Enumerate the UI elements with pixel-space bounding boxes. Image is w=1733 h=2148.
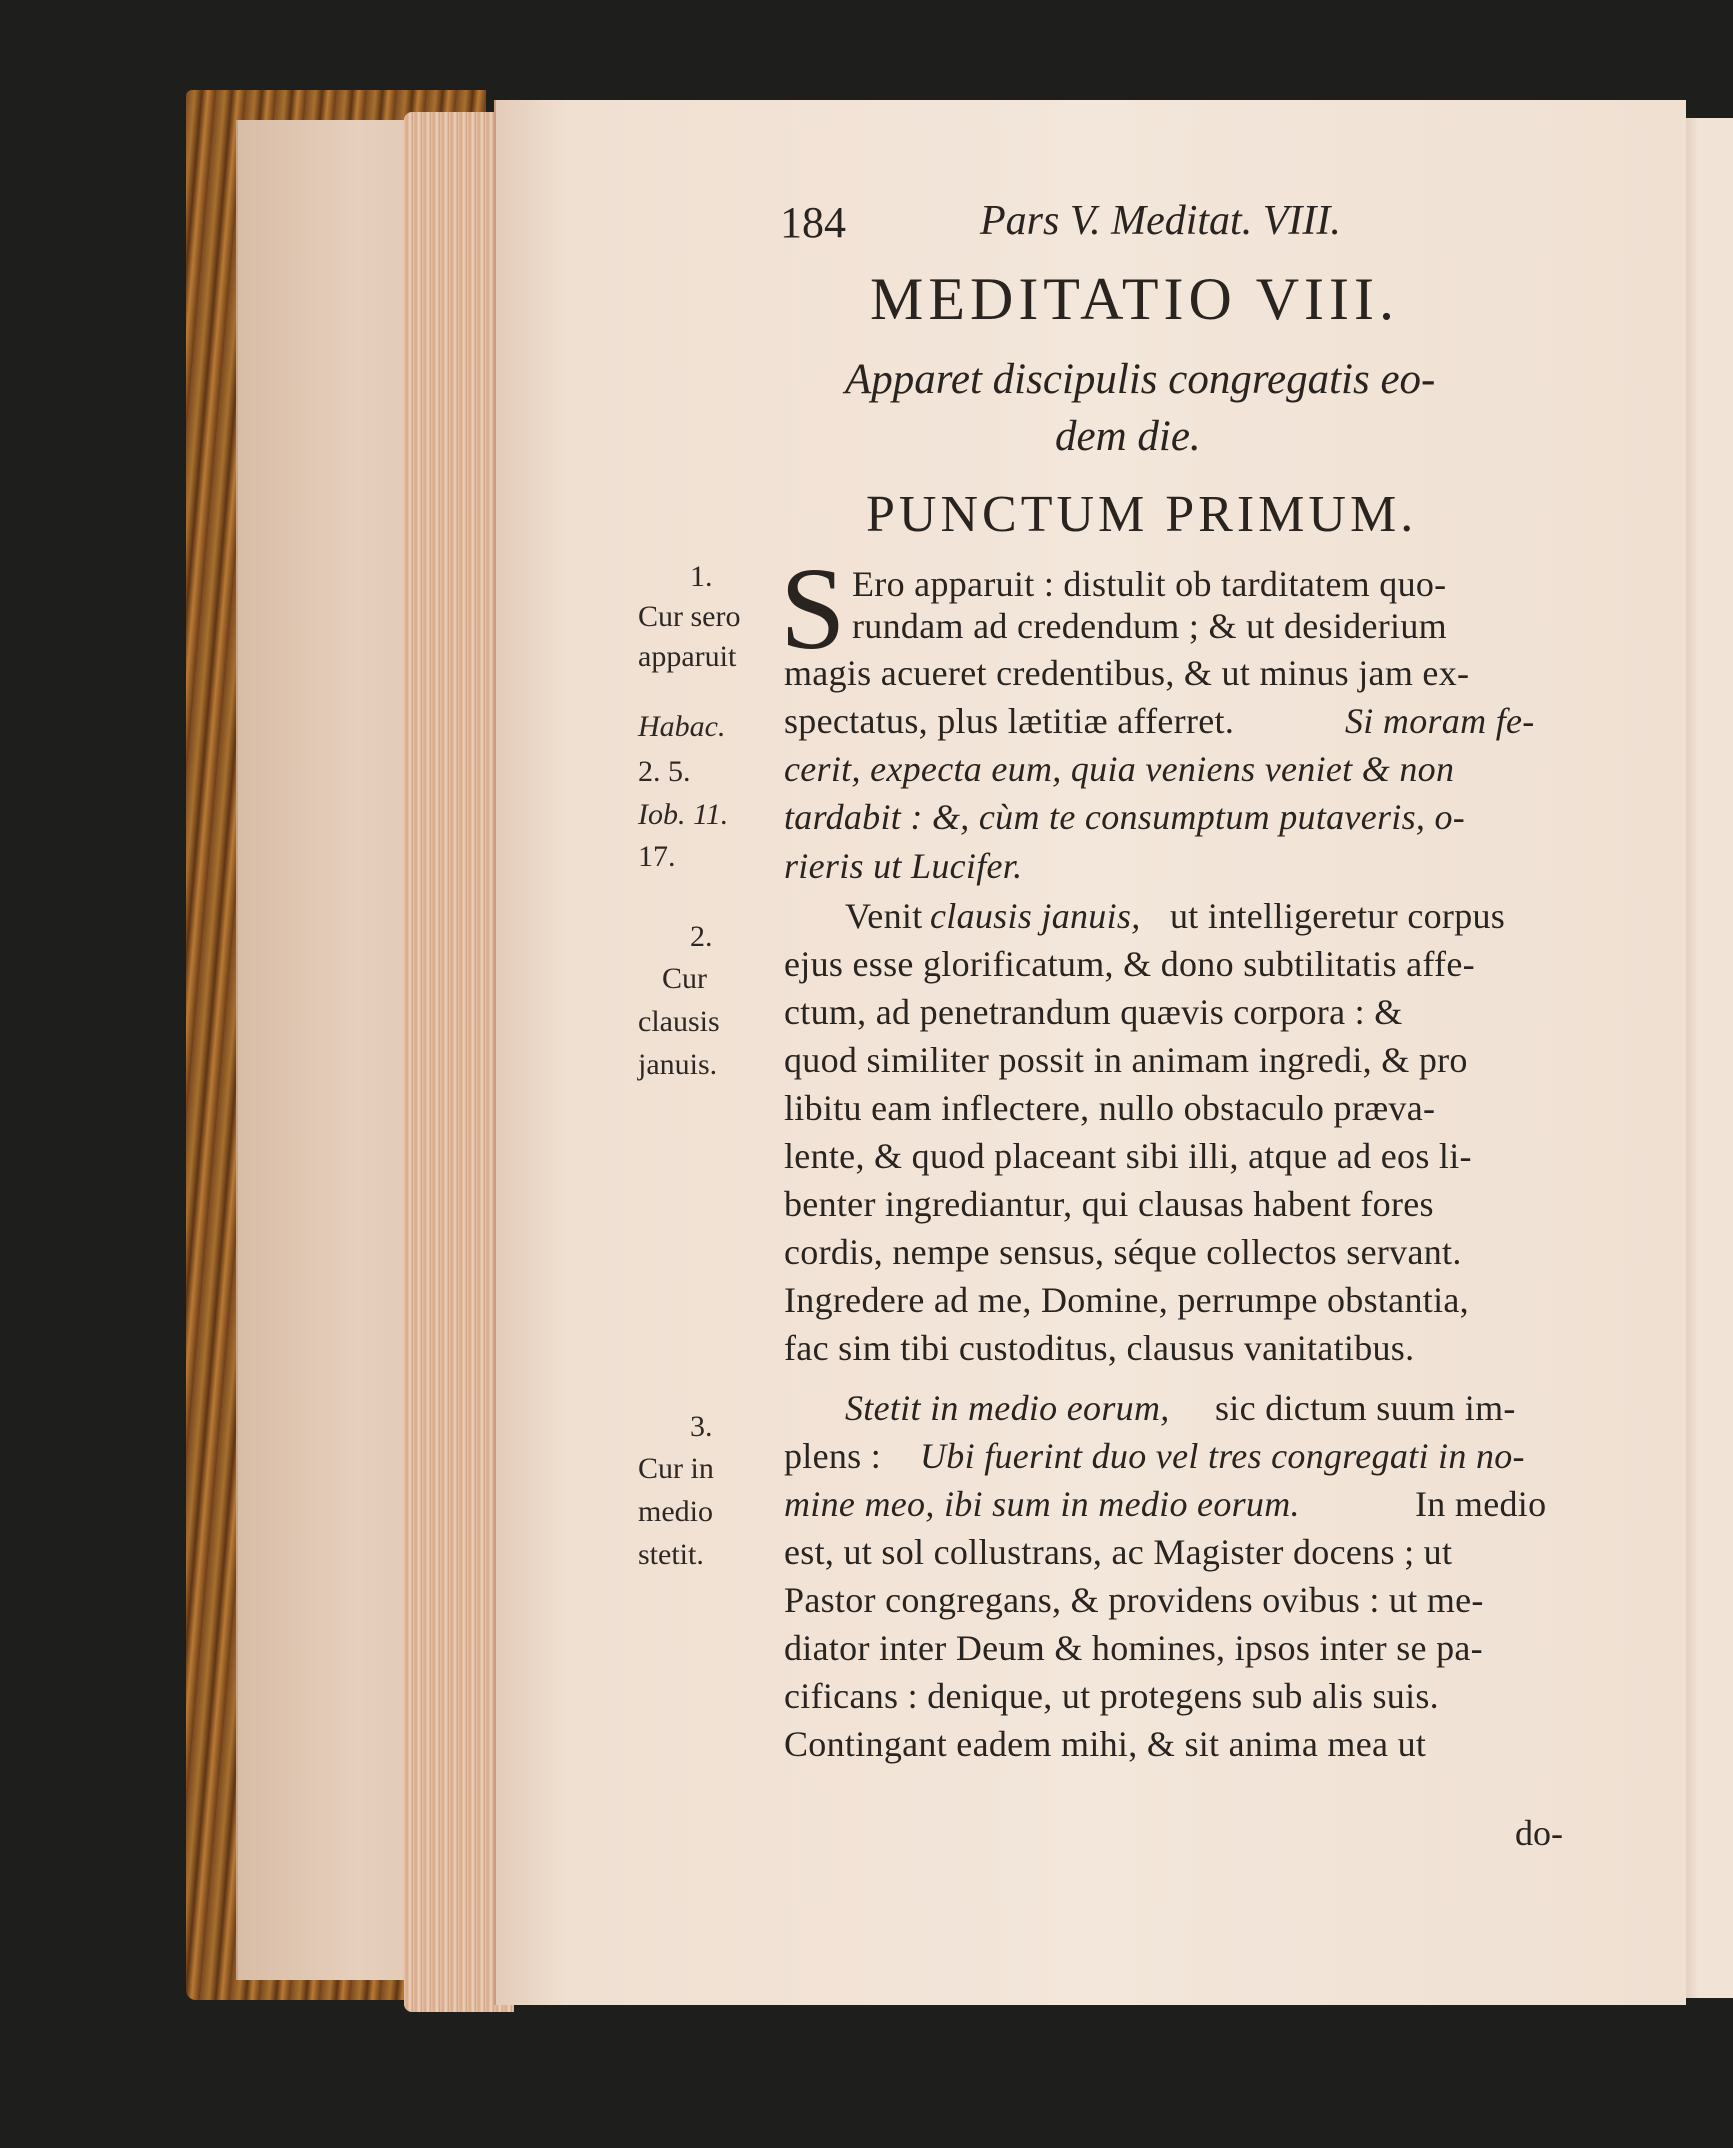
body-line: spectatus, plus lætitiæ afferret.	[784, 701, 1235, 741]
body-line: cordis, nempe sensus, séque collectos servant.	[784, 1232, 1462, 1272]
body-line: cificans : denique, ut protegens sub alis suis.	[784, 1676, 1439, 1716]
body-line: clausis januis,	[930, 896, 1141, 936]
margin-note: januis.	[638, 1048, 718, 1081]
body-line: Pastor congregans, & providens ovibus : ut me-	[784, 1580, 1484, 1620]
subtitle-line: Apparet discipulis congregatis eo-	[845, 356, 1436, 403]
body-line: ctum, ad penetrandum quævis corpora : &	[784, 992, 1403, 1032]
subtitle-line: dem die.	[1055, 413, 1201, 460]
catchword: do-	[1515, 1813, 1563, 1853]
margin-note: 1.	[690, 560, 713, 593]
drop-cap: S	[780, 543, 846, 674]
margin-note: 2. 5.	[638, 755, 691, 788]
margin-note: Cur sero	[638, 600, 741, 633]
running-head: Pars V. Meditat. VIII.	[980, 198, 1341, 244]
body-line: Contingant eadem mihi, & sit anima mea ut	[784, 1724, 1427, 1764]
margin-note: Cur	[662, 962, 707, 995]
body-line: mine meo, ibi sum in medio eorum.	[784, 1484, 1300, 1524]
body-line: Ingredere ad me, Domine, perrumpe obstantia,	[784, 1280, 1469, 1320]
body-line: tardabit : &, cùm te consumptum putaveris, o-	[784, 797, 1466, 837]
body-line: lente, & quod placeant sibi illi, atque ad eos li-	[784, 1136, 1472, 1176]
margin-note: stetit.	[638, 1538, 704, 1571]
margin-note: clausis	[638, 1005, 720, 1038]
margin-note: 17.	[638, 840, 676, 873]
page-number: 184	[780, 198, 846, 247]
body-line: libitu eam inflectere, nullo obstaculo præva-	[784, 1088, 1436, 1128]
body-line: fac sim tibi custoditus, clausus vanitatibus.	[784, 1328, 1415, 1368]
body-line: ut intelligeretur corpus	[1170, 896, 1506, 936]
margin-note: 3.	[690, 1410, 713, 1443]
body-line: In medio	[1415, 1484, 1547, 1524]
margin-note: 2.	[690, 920, 713, 953]
body-line: est, ut sol collustrans, ac Magister docens ; ut	[784, 1532, 1453, 1572]
body-line: Si moram fe-	[1345, 701, 1535, 741]
meditation-title: MEDITATIO VIII.	[870, 266, 1399, 332]
margin-note: Iob. 11.	[638, 798, 729, 831]
section-heading: PUNCTUM PRIMUM.	[866, 486, 1418, 543]
body-line: Stetit in medio eorum,	[845, 1388, 1170, 1428]
body-line: cerit, expecta eum, quia veniens veniet & non	[784, 749, 1455, 789]
body-line: Ubi fuerint duo vel tres congregati in no-	[920, 1436, 1525, 1476]
body-line: diator inter Deum & homines, ipsos inter se pa-	[784, 1628, 1483, 1668]
margin-note: Habac.	[638, 710, 726, 743]
body-line: magis acueret credentibus, & ut minus jam ex-	[784, 653, 1470, 693]
body-line: rundam ad credendum ; & ut desiderium	[852, 606, 1447, 646]
margin-note: medio	[638, 1495, 713, 1528]
margin-note: apparuit	[638, 640, 737, 673]
body-line: quod similiter possit in animam ingredi, & pro	[784, 1040, 1468, 1080]
body-line: Ero apparuit : distulit ob tarditatem quo-	[852, 564, 1447, 604]
body-line: Venit	[845, 896, 923, 936]
body-line: benter ingrediantur, qui clausas habent fores	[784, 1184, 1434, 1224]
body-line: ejus esse glorificatum, & dono subtilitatis affe-	[784, 944, 1475, 984]
body-line: sic dictum suum im-	[1215, 1388, 1516, 1428]
margin-note: Cur in	[638, 1452, 714, 1485]
body-line: plens :	[784, 1436, 882, 1476]
body-line: rieris ut Lucifer.	[784, 846, 1023, 886]
